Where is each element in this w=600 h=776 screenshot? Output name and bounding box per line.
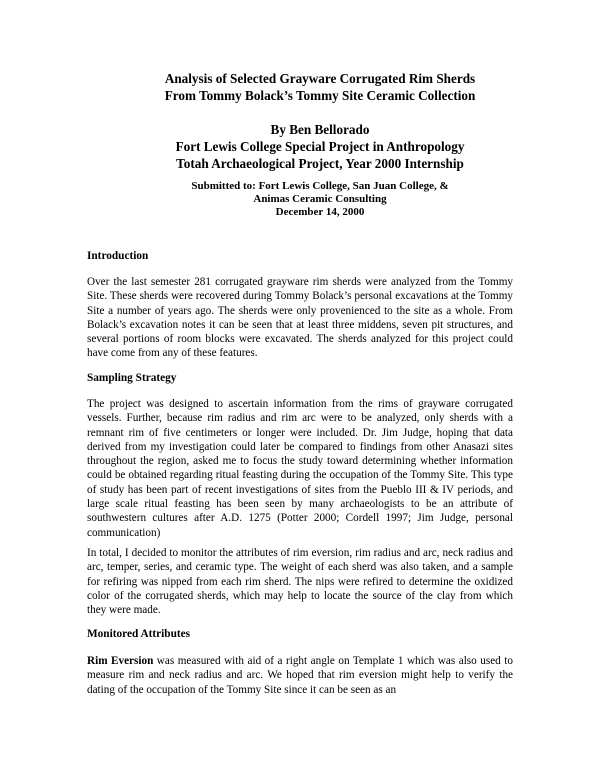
introduction-paragraph: Over the last semester 281 corrugated grayware rim sherds were analyzed from the Tommy Site. These sherds were recovered during Tommy Bolack’s personal excavations at the Tommy Site a number of years ago. The sherds were only provenienced to the site as a whole. From Bolack’s excavation notes it can be seen that at least three middens, seven pit structures, and several portions of room blocks were excavated. The sherds analyzed for this project could have come from any of these features. xyxy=(87,276,513,360)
introduction-heading: Introduction xyxy=(87,250,149,262)
author-name: By Ben Bellorado xyxy=(270,122,370,137)
author-project: Totah Archaeological Project, Year 2000 Internship xyxy=(176,156,464,171)
attributes-heading: Monitored Attributes xyxy=(87,628,191,640)
submitted-to: Submitted to: Fort Lewis College, San Juan College, & xyxy=(191,180,449,192)
submission-date: December 14, 2000 xyxy=(275,206,365,218)
author-block xyxy=(60,121,580,172)
attributes-paragraph xyxy=(87,654,513,697)
title-line-1: Analysis of Selected Grayware Corrugated Rim Sherds xyxy=(164,71,476,86)
submission-block xyxy=(60,180,580,219)
sampling-heading: Sampling Strategy xyxy=(87,372,177,384)
sampling-paragraph-1: The project was designed to ascertain information from the rims of grayware corrugated vessels. Further, because rim radius and rim arc were to be analyzed, only sherds with a remnant rim of five centimeters or longer were included. Dr. Jim Judge, hoping that data derived from my investigation could later be compared to findings from other Anasazi sites throughout the region, asked me to focus the study toward determining whether information could be obtained regarding ritual feasting during the occupation of the Tommy Site. This type of study has been part of recent investigations of sites from the Pueblo III & IV periods, and large scale ritual feasting has been seen by many archaeologists to be an attribute of southwestern cultures after A.D. 1275 (Potter 2000; Cordell 1997; Jim Judge, personal communication) xyxy=(87,398,513,539)
document-title xyxy=(60,70,580,104)
submitted-to-cont: Animas Ceramic Consulting xyxy=(253,193,387,205)
sampling-paragraph-2: In total, I decided to monitor the attributes of rim eversion, rim radius and arc, neck radius and arc, temper, series, and ceramic type. The weight of each sherd was also taken, and a sample for refiring was nipped from each rim sherd. The nips were refired to determine the oxidized color of the corrugated sherds, which may help to locate the source of the clay from which they were made. xyxy=(87,547,513,617)
rim-eversion-text: was measured with aid of a right angle on Template 1 which was also used to measure rim and neck radius and arc. We hoped that rim eversion might help to verify the dating of the occupation of the Tommy Site since it can be seen as an xyxy=(87,655,513,696)
rim-eversion-term: Rim Eversion xyxy=(87,655,154,667)
title-line-2: From Tommy Bolack’s Tommy Site Ceramic Collection xyxy=(164,88,476,103)
author-affiliation: Fort Lewis College Special Project in Anthropology xyxy=(175,139,465,154)
